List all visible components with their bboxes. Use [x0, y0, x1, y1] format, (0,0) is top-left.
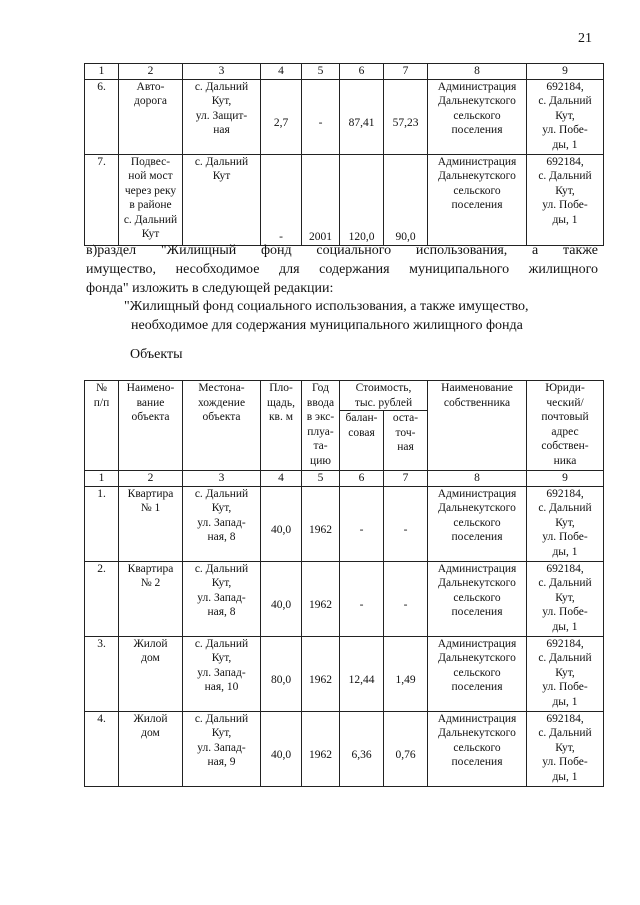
header-address: Юриди- ческий/ почтовый адрес собствен- ника — [527, 381, 604, 471]
cell-year: 1962 — [302, 711, 340, 786]
cell-owner: Администрация Дальнекутского сельского поселения — [428, 154, 527, 245]
paragraph-line: "Жилищный фонд социального использования, а также имущество, — [124, 299, 529, 314]
cell-area: 80,0 — [261, 636, 302, 711]
column-number: 8 — [428, 64, 527, 80]
cell-name: Квартира № 2 — [119, 561, 183, 636]
cell-location: с. Дальний Кут, ул. Запад- ная, 10 — [183, 636, 261, 711]
cell-no: 2. — [85, 561, 119, 636]
cell-no: 4. — [85, 711, 119, 786]
cell-area: - — [261, 154, 302, 245]
cell-residual: 57,23 — [384, 79, 428, 154]
paragraph-line: необходимое для содержания муниципального жилищного фонда — [131, 318, 523, 333]
column-number: 6 — [340, 471, 384, 487]
table-row — [85, 636, 604, 711]
cell-area: 40,0 — [261, 486, 302, 561]
cell-balance: 12,44 — [340, 636, 384, 711]
cell-owner: Администрация Дальнекутского сельского поселения — [428, 486, 527, 561]
cell-name: Жилой дом — [119, 711, 183, 786]
header-row — [85, 381, 604, 411]
cell-no: 1. — [85, 486, 119, 561]
cell-year: 1962 — [302, 561, 340, 636]
column-number: 6 — [340, 64, 384, 80]
table-row — [85, 561, 604, 636]
column-number: 2 — [119, 64, 183, 80]
paragraph-line: имущество, несобходимое для содержания муниципального жилищного — [86, 262, 598, 277]
cell-residual: 90,0 — [384, 154, 428, 245]
column-number: 3 — [183, 64, 261, 80]
cell-area: 2,7 — [261, 79, 302, 154]
table-row — [85, 154, 604, 245]
cell-owner: Администрация Дальнекутского сельского поселения — [428, 636, 527, 711]
cell-balance: 87,41 — [340, 79, 384, 154]
objects-title: Объекты — [130, 347, 183, 362]
page-number: 21 — [578, 31, 592, 46]
column-number: 1 — [85, 64, 119, 80]
cell-residual: 1,49 — [384, 636, 428, 711]
column-number: 3 — [183, 471, 261, 487]
column-number: 7 — [384, 64, 428, 80]
column-number: 2 — [119, 471, 183, 487]
cell-no: 3. — [85, 636, 119, 711]
paragraph-line: в)раздел "Жилищный фонд социального использования, а также — [86, 243, 598, 258]
cell-owner: Администрация Дальнекутского сельского поселения — [428, 79, 527, 154]
cell-location: с. Дальний Кут, ул. Защит- ная — [183, 79, 261, 154]
column-number: 8 — [428, 471, 527, 487]
cell-balance: - — [340, 561, 384, 636]
table-row — [85, 79, 604, 154]
cell-residual: 0,76 — [384, 711, 428, 786]
cell-name: Жилой дом — [119, 636, 183, 711]
cell-balance: 6,36 — [340, 711, 384, 786]
table-row — [85, 711, 604, 786]
header-year: Год ввода в экс- плуа- та- цию — [302, 381, 340, 471]
cell-year: 1962 — [302, 486, 340, 561]
column-number: 5 — [302, 64, 340, 80]
cell-location: с. Дальний Кут, ул. Запад- ная, 9 — [183, 711, 261, 786]
property-table-continued — [84, 63, 604, 246]
cell-residual: - — [384, 486, 428, 561]
header-no: № п/п — [85, 381, 119, 471]
cell-address: 692184, с. Дальний Кут, ул. Побе- ды, 1 — [527, 79, 604, 154]
paragraph-line: фонда" изложить в следующей редакции: — [86, 281, 334, 296]
header-residual: оста- точ- ная — [384, 411, 428, 471]
column-number-row — [85, 64, 604, 80]
cell-no: 7. — [85, 154, 119, 245]
cell-area: 40,0 — [261, 711, 302, 786]
cell-address: 692184, с. Дальний Кут, ул. Побе- ды, 1 — [527, 486, 604, 561]
cell-year: - — [302, 79, 340, 154]
cell-year: 1962 — [302, 636, 340, 711]
cell-area: 40,0 — [261, 561, 302, 636]
column-number: 7 — [384, 471, 428, 487]
cell-address: 692184, с. Дальний Кут, ул. Побе- ды, 1 — [527, 636, 604, 711]
cell-address: 692184, с. Дальний Кут, ул. Побе- ды, 1 — [527, 561, 604, 636]
cell-name: Авто- дорога — [119, 79, 183, 154]
cell-name: Подвес- ной мост через реку в районе с. Дальний Кут — [119, 154, 183, 245]
column-number: 9 — [527, 471, 604, 487]
header-area: Пло- щадь, кв. м — [261, 381, 302, 471]
cell-location: с. Дальний Кут, ул. Запад- ная, 8 — [183, 486, 261, 561]
header-name: Наимено- вание объекта — [119, 381, 183, 471]
table-row — [85, 486, 604, 561]
header-owner: Наименование собственника — [428, 381, 527, 471]
cell-location: с. Дальний Кут — [183, 154, 261, 245]
column-number: 5 — [302, 471, 340, 487]
cell-no: 6. — [85, 79, 119, 154]
cell-owner: Администрация Дальнекутского сельского поселения — [428, 561, 527, 636]
header-balance: балан- совая — [340, 411, 384, 471]
cell-year: 2001 — [302, 154, 340, 245]
cell-address: 692184, с. Дальний Кут, ул. Побе- ды, 1 — [527, 154, 604, 245]
property-table — [84, 380, 604, 787]
column-number: 4 — [261, 64, 302, 80]
header-location: Местона- хождение объекта — [183, 381, 261, 471]
cell-balance: 120,0 — [340, 154, 384, 245]
cell-name: Квартира № 1 — [119, 486, 183, 561]
column-number: 4 — [261, 471, 302, 487]
cell-location: с. Дальний Кут, ул. Запад- ная, 8 — [183, 561, 261, 636]
header-cost: Стоимость, тыс. рублей — [340, 381, 428, 411]
cell-owner: Администрация Дальнекутского сельского поселения — [428, 711, 527, 786]
column-number: 9 — [527, 64, 604, 80]
cell-residual: - — [384, 561, 428, 636]
column-number: 1 — [85, 471, 119, 487]
cell-balance: - — [340, 486, 384, 561]
cell-address: 692184, с. Дальний Кут, ул. Побе- ды, 1 — [527, 711, 604, 786]
column-number-row — [85, 471, 604, 487]
